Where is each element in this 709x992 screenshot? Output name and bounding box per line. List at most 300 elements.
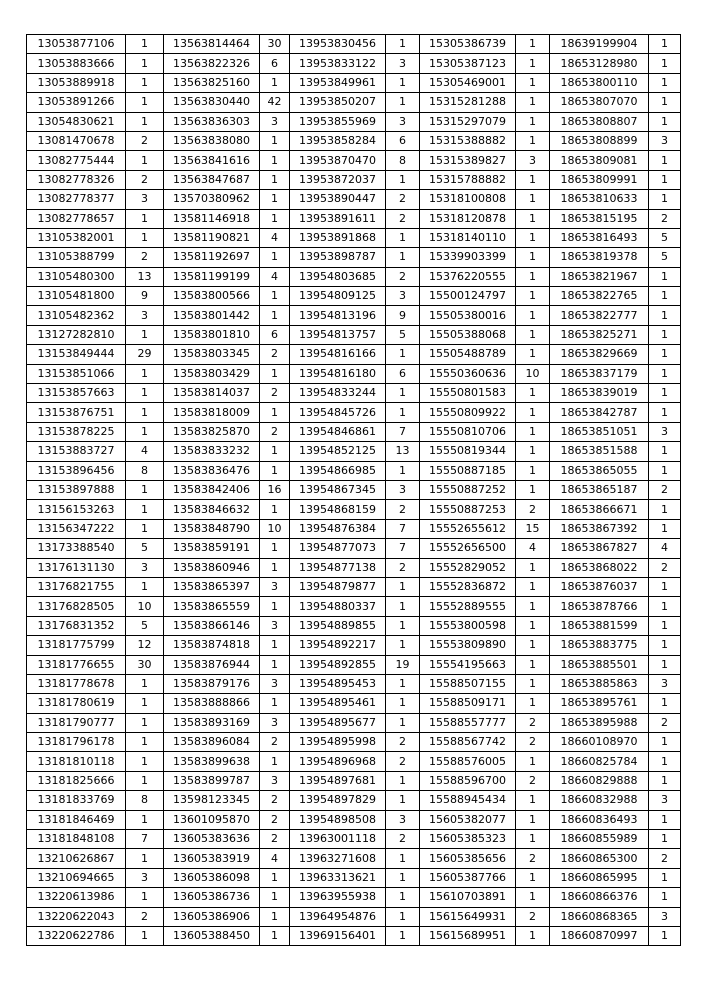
count-cell: 1 [649, 403, 681, 422]
count-cell: 1 [516, 35, 550, 54]
count-cell: 4 [260, 228, 290, 247]
count-cell: 1 [649, 35, 681, 54]
count-cell: 4 [260, 267, 290, 286]
count-cell: 1 [126, 480, 164, 499]
count-cell: 1 [126, 810, 164, 829]
count-cell: 1 [260, 888, 290, 907]
phone-number-cell: 13605388450 [164, 926, 260, 945]
phone-number-cell: 15550887252 [420, 480, 516, 499]
phone-number-cell: 15550360636 [420, 364, 516, 383]
phone-number-cell: 18660865995 [550, 868, 649, 887]
count-cell: 1 [649, 384, 681, 403]
phone-number-cell: 13082778377 [27, 190, 126, 209]
phone-number-cell: 15552836872 [420, 577, 516, 596]
phone-number-cell: 13583893169 [164, 713, 260, 732]
phone-number-cell: 15550819344 [420, 442, 516, 461]
table-row [27, 926, 681, 945]
count-cell: 1 [126, 54, 164, 73]
table-row [27, 422, 681, 441]
phone-number-cell: 18653837179 [550, 364, 649, 383]
count-cell: 1 [649, 636, 681, 655]
phone-number-cell: 18653895988 [550, 713, 649, 732]
phone-number-cell: 13953833122 [290, 54, 386, 73]
phone-number-cell: 13583801810 [164, 325, 260, 344]
phone-number-cell: 13054830621 [27, 112, 126, 131]
count-cell: 29 [126, 345, 164, 364]
phone-number-cell: 13954892217 [290, 636, 386, 655]
phone-number-cell: 13954846861 [290, 422, 386, 441]
phone-number-cell: 18653865187 [550, 480, 649, 499]
table-row [27, 131, 681, 150]
phone-number-cell: 13210694665 [27, 868, 126, 887]
phone-number-cell: 13153857663 [27, 384, 126, 403]
phone-number-cell: 13156153263 [27, 500, 126, 519]
phone-number-cell: 13053877106 [27, 35, 126, 54]
phone-number-cell: 13153849444 [27, 345, 126, 364]
count-cell: 3 [260, 713, 290, 732]
count-cell: 3 [386, 54, 420, 73]
count-cell: 1 [126, 325, 164, 344]
count-cell: 1 [516, 926, 550, 945]
phone-number-cell: 13953872037 [290, 170, 386, 189]
phone-number-cell: 13605383636 [164, 830, 260, 849]
phone-number-cell: 13954813757 [290, 325, 386, 344]
phone-number-cell: 15615689951 [420, 926, 516, 945]
phone-number-cell: 13563841616 [164, 151, 260, 170]
count-cell: 7 [386, 519, 420, 538]
table-row [27, 849, 681, 868]
count-cell: 8 [126, 461, 164, 480]
count-cell: 1 [649, 112, 681, 131]
count-cell: 1 [260, 926, 290, 945]
count-cell: 8 [126, 791, 164, 810]
phone-number-cell: 13173388540 [27, 539, 126, 558]
phone-number-cell: 13954877138 [290, 558, 386, 577]
phone-number-cell: 18653809991 [550, 170, 649, 189]
count-cell: 1 [260, 636, 290, 655]
count-cell: 1 [386, 597, 420, 616]
count-cell: 1 [516, 325, 550, 344]
phone-number-cell: 18653808899 [550, 131, 649, 150]
count-cell: 10 [516, 364, 550, 383]
count-cell: 2 [516, 907, 550, 926]
phone-number-cell: 18660832988 [550, 791, 649, 810]
phone-number-cell: 13181810118 [27, 752, 126, 771]
count-cell: 1 [649, 306, 681, 325]
phone-number-cell: 13581199199 [164, 267, 260, 286]
count-cell: 1 [386, 461, 420, 480]
phone-number-cell: 15615649931 [420, 907, 516, 926]
count-cell: 1 [649, 868, 681, 887]
count-cell: 1 [126, 849, 164, 868]
table-row [27, 112, 681, 131]
phone-number-cell: 18653883775 [550, 636, 649, 655]
count-cell: 1 [649, 655, 681, 674]
count-cell: 1 [126, 209, 164, 228]
phone-number-cell: 13953849961 [290, 73, 386, 92]
phone-number-cell: 13954852125 [290, 442, 386, 461]
count-cell: 4 [126, 442, 164, 461]
count-cell: 2 [649, 480, 681, 499]
count-cell: 2 [126, 248, 164, 267]
count-cell: 1 [126, 112, 164, 131]
phone-number-cell: 13181776655 [27, 655, 126, 674]
count-cell: 3 [516, 151, 550, 170]
count-cell: 1 [516, 616, 550, 635]
phone-number-cell: 18653878766 [550, 597, 649, 616]
count-cell: 19 [386, 655, 420, 674]
phone-number-cell: 18653867392 [550, 519, 649, 538]
phone-number-cell: 13082778326 [27, 170, 126, 189]
count-cell: 2 [260, 791, 290, 810]
count-cell: 1 [516, 403, 550, 422]
count-cell: 2 [260, 384, 290, 403]
count-cell: 5 [126, 616, 164, 635]
phone-number-cell: 13953850207 [290, 93, 386, 112]
count-cell: 1 [260, 209, 290, 228]
phone-number-cell: 13964954876 [290, 907, 386, 926]
phone-number-cell: 13954816180 [290, 364, 386, 383]
count-cell: 1 [516, 384, 550, 403]
count-cell: 1 [649, 830, 681, 849]
count-cell: 3 [386, 810, 420, 829]
phone-number-cell: 18653867827 [550, 539, 649, 558]
count-cell: 1 [386, 926, 420, 945]
count-cell: 1 [260, 694, 290, 713]
phone-number-cell: 13583814037 [164, 384, 260, 403]
count-cell: 2 [260, 810, 290, 829]
phone-number-cell: 18653895761 [550, 694, 649, 713]
count-cell: 1 [516, 73, 550, 92]
phone-number-cell: 13953891868 [290, 228, 386, 247]
table-row [27, 190, 681, 209]
phone-number-cell: 13605383919 [164, 849, 260, 868]
phone-number-cell: 18660836493 [550, 810, 649, 829]
phone-number-cell: 13598123345 [164, 791, 260, 810]
phone-number-cell: 15505388068 [420, 325, 516, 344]
count-cell: 3 [386, 112, 420, 131]
count-cell: 2 [386, 190, 420, 209]
count-cell: 2 [516, 713, 550, 732]
count-cell: 1 [126, 151, 164, 170]
count-cell: 1 [386, 907, 420, 926]
phone-number-cell: 13210626867 [27, 849, 126, 868]
phone-number-cell: 15550887253 [420, 500, 516, 519]
phone-number-cell: 13954845726 [290, 403, 386, 422]
count-cell: 1 [386, 228, 420, 247]
phone-number-cell: 13583803429 [164, 364, 260, 383]
phone-number-cell: 18653815195 [550, 209, 649, 228]
phone-number-cell: 18653825271 [550, 325, 649, 344]
phone-number-cell: 18660870997 [550, 926, 649, 945]
table-row [27, 888, 681, 907]
phone-number-cell: 18653810633 [550, 190, 649, 209]
count-cell: 4 [260, 849, 290, 868]
count-cell: 3 [260, 771, 290, 790]
table-row [27, 209, 681, 228]
count-cell: 1 [516, 888, 550, 907]
phone-number-cell: 13583842406 [164, 480, 260, 499]
count-cell: 1 [516, 170, 550, 189]
count-cell: 7 [386, 422, 420, 441]
count-cell: 2 [126, 170, 164, 189]
phone-number-cell: 15550809922 [420, 403, 516, 422]
count-cell: 3 [649, 674, 681, 693]
phone-number-cell: 15550801583 [420, 384, 516, 403]
count-cell: 7 [126, 830, 164, 849]
phone-number-cell: 13153851066 [27, 364, 126, 383]
phone-number-cell: 13953898787 [290, 248, 386, 267]
count-cell: 3 [126, 190, 164, 209]
count-cell: 1 [516, 752, 550, 771]
count-cell: 4 [516, 539, 550, 558]
count-cell: 1 [516, 54, 550, 73]
table-body [27, 35, 681, 946]
count-cell: 6 [386, 364, 420, 383]
count-cell: 1 [386, 93, 420, 112]
count-cell: 4 [649, 539, 681, 558]
count-cell: 1 [260, 868, 290, 887]
phone-number-cell: 13954892855 [290, 655, 386, 674]
count-cell: 1 [649, 500, 681, 519]
phone-number-cell: 15500124797 [420, 287, 516, 306]
count-cell: 3 [260, 112, 290, 131]
count-cell: 3 [260, 577, 290, 596]
phone-number-cell: 13156347222 [27, 519, 126, 538]
count-cell: 1 [516, 480, 550, 499]
count-cell: 8 [386, 151, 420, 170]
phone-number-cell: 13053889918 [27, 73, 126, 92]
phone-number-cell: 13176821755 [27, 577, 126, 596]
phone-number-cell: 15315389827 [420, 151, 516, 170]
phone-number-cell: 15553809890 [420, 636, 516, 655]
phone-number-cell: 18660825784 [550, 752, 649, 771]
phone-number-cell: 15550887185 [420, 461, 516, 480]
count-cell: 1 [126, 733, 164, 752]
phone-number-cell: 13954895998 [290, 733, 386, 752]
table-row [27, 480, 681, 499]
phone-number-cell: 13181846469 [27, 810, 126, 829]
count-cell: 1 [649, 54, 681, 73]
count-cell: 1 [386, 771, 420, 790]
count-cell: 3 [126, 558, 164, 577]
phone-number-cell: 13953855969 [290, 112, 386, 131]
count-cell: 2 [386, 733, 420, 752]
count-cell: 2 [126, 131, 164, 150]
phone-number-cell: 15605385323 [420, 830, 516, 849]
table-row [27, 810, 681, 829]
count-cell: 1 [126, 694, 164, 713]
phone-number-cell: 13583860946 [164, 558, 260, 577]
table-row [27, 752, 681, 771]
phone-number-cell: 18653881599 [550, 616, 649, 635]
phone-number-cell: 15318100808 [420, 190, 516, 209]
count-cell: 1 [386, 384, 420, 403]
count-cell: 5 [649, 248, 681, 267]
phone-number-cell: 18653868022 [550, 558, 649, 577]
phone-number-cell: 15305387123 [420, 54, 516, 73]
count-cell: 1 [386, 674, 420, 693]
table-row [27, 868, 681, 887]
count-cell: 1 [516, 597, 550, 616]
count-cell: 1 [516, 190, 550, 209]
phone-number-cell: 13127282810 [27, 325, 126, 344]
phone-number-cell: 13583899638 [164, 752, 260, 771]
count-cell: 2 [260, 733, 290, 752]
phone-number-cell: 13605386736 [164, 888, 260, 907]
phone-number-cell: 13954813196 [290, 306, 386, 325]
count-cell: 30 [126, 655, 164, 674]
count-cell: 2 [260, 345, 290, 364]
count-cell: 1 [126, 403, 164, 422]
phone-number-cell: 13053883666 [27, 54, 126, 73]
phone-number-cell: 13181780619 [27, 694, 126, 713]
count-cell: 6 [386, 131, 420, 150]
count-cell: 1 [516, 248, 550, 267]
phone-number-cell: 13963001118 [290, 830, 386, 849]
count-cell: 1 [649, 577, 681, 596]
table-row [27, 151, 681, 170]
phone-number-cell: 18653808807 [550, 112, 649, 131]
count-cell: 3 [649, 791, 681, 810]
phone-number-cell: 18660866376 [550, 888, 649, 907]
phone-number-cell: 13153897888 [27, 480, 126, 499]
count-cell: 1 [126, 674, 164, 693]
phone-number-cell: 18653821967 [550, 267, 649, 286]
count-cell: 1 [386, 888, 420, 907]
count-cell: 3 [126, 868, 164, 887]
phone-number-cell: 15605387766 [420, 868, 516, 887]
phone-number-cell: 13954895677 [290, 713, 386, 732]
phone-number-cell: 13176828505 [27, 597, 126, 616]
count-cell: 1 [386, 694, 420, 713]
count-cell: 2 [386, 752, 420, 771]
count-cell: 1 [386, 35, 420, 54]
count-cell: 3 [649, 907, 681, 926]
count-cell: 3 [260, 616, 290, 635]
phone-number-cell: 13583876944 [164, 655, 260, 674]
phone-number-cell: 18653885501 [550, 655, 649, 674]
phone-number-cell: 13176131130 [27, 558, 126, 577]
table-row [27, 597, 681, 616]
phone-number-cell: 13220613986 [27, 888, 126, 907]
phone-number-cell: 13954897829 [290, 791, 386, 810]
phone-number-cell: 13181775799 [27, 636, 126, 655]
count-cell: 1 [649, 597, 681, 616]
phone-number-cell: 13581192697 [164, 248, 260, 267]
phone-number-cell: 18653822777 [550, 306, 649, 325]
count-cell: 1 [516, 93, 550, 112]
count-cell: 9 [386, 306, 420, 325]
count-cell: 1 [126, 73, 164, 92]
table-row [27, 791, 681, 810]
table-row [27, 733, 681, 752]
phone-number-cell: 13583896084 [164, 733, 260, 752]
phone-number-cell: 18653842787 [550, 403, 649, 422]
count-cell: 1 [516, 830, 550, 849]
phone-number-cell: 13181848108 [27, 830, 126, 849]
count-cell: 3 [260, 674, 290, 693]
phone-number-cell: 13581146918 [164, 209, 260, 228]
count-cell: 1 [649, 616, 681, 635]
phone-number-cell: 15318140110 [420, 228, 516, 247]
phone-number-cell: 18660829888 [550, 771, 649, 790]
count-cell: 1 [260, 461, 290, 480]
count-cell: 2 [386, 500, 420, 519]
count-cell: 1 [649, 325, 681, 344]
phone-number-cell: 13583836476 [164, 461, 260, 480]
count-cell: 1 [516, 791, 550, 810]
phone-number-cell: 13583866146 [164, 616, 260, 635]
count-cell: 1 [260, 597, 290, 616]
phone-number-cell: 13181825666 [27, 771, 126, 790]
count-cell: 1 [386, 791, 420, 810]
table-row [27, 907, 681, 926]
count-cell: 3 [386, 480, 420, 499]
table-row [27, 442, 681, 461]
phone-number-cell: 13105482362 [27, 306, 126, 325]
phone-number-cell: 13954868159 [290, 500, 386, 519]
phone-number-cell: 15554195663 [420, 655, 516, 674]
phone-number-cell: 13583848790 [164, 519, 260, 538]
count-cell: 1 [260, 558, 290, 577]
count-cell: 1 [516, 655, 550, 674]
table-row [27, 384, 681, 403]
phone-number-cell: 13954833244 [290, 384, 386, 403]
phone-number-cell: 18660855989 [550, 830, 649, 849]
count-cell: 2 [260, 830, 290, 849]
phone-number-cell: 18653800110 [550, 73, 649, 92]
phone-number-cell: 13563847687 [164, 170, 260, 189]
count-cell: 1 [516, 209, 550, 228]
phone-number-cell: 15505380016 [420, 306, 516, 325]
phone-number-cell: 13583825870 [164, 422, 260, 441]
phone-number-cell: 15588576005 [420, 752, 516, 771]
count-cell: 1 [516, 694, 550, 713]
table-row [27, 713, 681, 732]
count-cell: 1 [516, 131, 550, 150]
phone-number-cell: 13583859191 [164, 539, 260, 558]
count-cell: 1 [386, 849, 420, 868]
table-row [27, 519, 681, 538]
table-row [27, 577, 681, 596]
table-row [27, 558, 681, 577]
phone-number-cell: 18653809081 [550, 151, 649, 170]
count-cell: 2 [386, 267, 420, 286]
table-row [27, 830, 681, 849]
count-cell: 1 [649, 170, 681, 189]
count-cell: 1 [516, 810, 550, 829]
phone-number-cell: 13563830440 [164, 93, 260, 112]
count-cell: 1 [386, 868, 420, 887]
count-cell: 1 [516, 306, 550, 325]
count-cell: 12 [126, 636, 164, 655]
phone-number-cell: 18653866671 [550, 500, 649, 519]
phone-number-cell: 13605386098 [164, 868, 260, 887]
count-cell: 1 [260, 907, 290, 926]
phone-number-cell: 13953890447 [290, 190, 386, 209]
phone-number-cell: 13082778657 [27, 209, 126, 228]
phone-number-cell: 13583874818 [164, 636, 260, 655]
count-cell: 1 [260, 248, 290, 267]
phone-number-cell: 18639199904 [550, 35, 649, 54]
count-cell: 3 [386, 287, 420, 306]
table-row [27, 694, 681, 713]
table-row [27, 539, 681, 558]
count-cell: 1 [386, 713, 420, 732]
phone-number-cell: 15588596700 [420, 771, 516, 790]
count-cell: 1 [649, 810, 681, 829]
